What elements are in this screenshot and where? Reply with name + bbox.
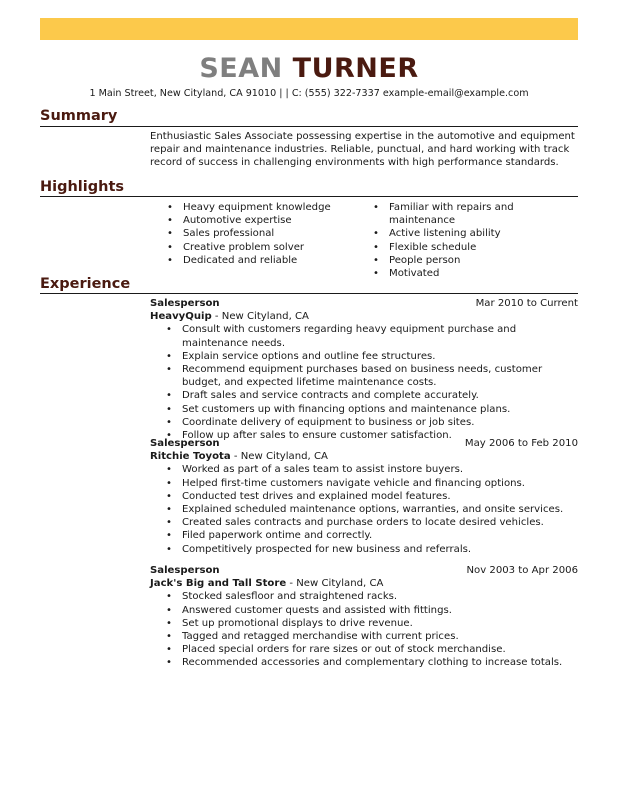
job-entry [150, 564, 578, 670]
highlight-item [373, 267, 578, 280]
duty-item-text: Placed special orders for rare sizes or out of stock merchandise. [182, 644, 506, 656]
bullet-icon: • [166, 324, 172, 336]
accent-bar [40, 18, 578, 40]
duty-item-text: Created sales contracts and purchase orders to locate desired vehicles. [182, 517, 544, 529]
duty-item-text: Draft sales and service contracts and complete accurately. [182, 390, 479, 402]
highlight-item [167, 214, 357, 227]
bullet-icon: • [166, 604, 172, 616]
candidate-name [0, 52, 618, 86]
duty-item-text: Explained scheduled maintenance options, warranties, and onsite services. [182, 504, 564, 516]
duty-item-text: Answered customer quests and assisted with fittings. [182, 604, 452, 616]
highlight-item [167, 201, 357, 214]
duty-item [166, 389, 578, 402]
bullet-icon: • [166, 543, 172, 555]
highlight-item-text: Motivated [389, 268, 440, 280]
duty-item-text: Follow up after sales to ensure customer satisfaction. [182, 430, 452, 442]
bullet-icon: • [166, 517, 172, 529]
duty-item-text: Recommend equipment purchases based on business needs, customer budget, and expected lifetime maintenance costs. [182, 364, 543, 389]
highlights-left-list [167, 201, 357, 267]
job-entry [150, 437, 578, 556]
job-location: - New Cityland, CA [230, 451, 328, 463]
bullet-icon: • [166, 657, 172, 669]
duty-item [166, 363, 578, 389]
duty-item [166, 403, 578, 416]
summary-divider [40, 126, 578, 127]
highlight-item [167, 254, 357, 267]
duty-item-text: Conducted test drives and explained model features. [182, 490, 451, 502]
experience-heading: Experience [40, 276, 131, 292]
bullet-icon: • [166, 530, 172, 542]
duty-list [150, 463, 578, 555]
duty-item [166, 477, 578, 490]
highlights-divider [40, 196, 578, 197]
duty-item [166, 590, 578, 603]
duty-list [150, 590, 578, 669]
bullet-icon: • [166, 390, 172, 402]
highlight-item [373, 201, 578, 227]
bullet-icon: • [166, 631, 172, 643]
highlight-item-text: Automotive expertise [183, 215, 292, 227]
bullet-icon: • [166, 617, 172, 629]
duty-item [166, 350, 578, 363]
duty-item [166, 516, 578, 529]
duty-item-text: Stocked salesfloor and straightened racks. [182, 591, 398, 603]
bullet-icon: • [166, 364, 172, 376]
duty-item-text: Tagged and retagged merchandise with current prices. [182, 631, 459, 643]
highlight-item-text: Sales professional [183, 228, 275, 240]
highlights-right-list [373, 201, 578, 280]
duty-item [166, 323, 578, 349]
job-location: - New Cityland, CA [211, 311, 309, 323]
bullet-icon: • [373, 228, 379, 240]
highlight-item-text: People person [389, 254, 461, 266]
highlight-item [373, 227, 578, 240]
duty-item-text: Competitively prospected for new business and referrals. [182, 543, 472, 555]
bullet-icon: • [373, 268, 379, 280]
company-name: Ritchie Toyota [150, 451, 231, 463]
duty-item [166, 490, 578, 503]
duty-item-text: Explain service options and outline fee structures. [182, 350, 436, 362]
bullet-icon: • [166, 430, 172, 442]
duty-item [166, 529, 578, 542]
job-title: Salesperson [150, 565, 220, 576]
bullet-icon: • [166, 416, 172, 428]
highlight-item-text: Familiar with repairs and maintenance [389, 202, 514, 227]
bullet-icon: • [166, 490, 172, 502]
bullet-icon: • [166, 504, 172, 516]
company-name: Jack's Big and Tall Store [150, 578, 287, 590]
bullet-icon: • [167, 241, 173, 253]
duty-item [166, 503, 578, 516]
highlight-item [167, 227, 357, 240]
bullet-icon: • [167, 202, 173, 213]
bullet-icon: • [373, 241, 379, 253]
bullet-icon: • [166, 591, 172, 603]
contact-line: 1 Main Street, New Cityland, CA 91010 | | C: (555) 322-7337 example-email@example.com [89, 88, 529, 99]
duty-item-text: Consult with customers regarding heavy equipment purchase and maintenance needs. [182, 324, 517, 349]
bullet-icon: • [166, 464, 172, 476]
duty-item [166, 643, 578, 656]
bullet-icon: • [166, 350, 172, 362]
highlight-item [167, 241, 357, 254]
highlight-item-text: Flexible schedule [389, 241, 477, 253]
highlights-heading: Highlights [40, 179, 125, 195]
duty-item [166, 463, 578, 476]
summary-heading: Summary [40, 108, 118, 124]
job-title: Salesperson [150, 298, 220, 309]
bullet-icon: • [167, 228, 173, 240]
bullet-icon: • [166, 644, 172, 656]
experience-divider [40, 293, 578, 294]
bullet-icon: • [166, 477, 172, 489]
highlight-item [373, 241, 578, 254]
highlight-item-text: Active listening ability [389, 228, 501, 240]
first-name: SEAN [199, 53, 283, 84]
bullet-icon: • [166, 403, 172, 415]
highlight-item-text: Creative problem solver [183, 241, 305, 253]
bullet-icon: • [167, 215, 173, 227]
job-dates: Mar 2010 to Current [475, 298, 578, 309]
duty-item [166, 416, 578, 429]
duty-item-text: Set up promotional displays to drive revenue. [182, 617, 413, 629]
duty-item [166, 543, 578, 556]
highlight-item [373, 254, 578, 267]
duty-item [166, 630, 578, 643]
duty-item [166, 604, 578, 617]
company-name: HeavyQuip [150, 311, 212, 323]
highlight-item-text: Dedicated and reliable [183, 254, 298, 266]
job-title: Salesperson [150, 438, 220, 449]
bullet-icon: • [373, 202, 379, 213]
job-entry [150, 297, 578, 442]
highlight-item-text: Heavy equipment knowledge [183, 202, 331, 213]
job-location: - New Cityland, CA [286, 578, 384, 590]
duty-item-text: Set customers up with financing options and maintenance plans. [182, 403, 511, 415]
job-dates: May 2006 to Feb 2010 [464, 438, 578, 449]
last-name: TURNER [292, 53, 419, 84]
duty-item-text: Filed paperwork ontime and correctly. [182, 530, 373, 542]
duty-item-text: Worked as part of a sales team to assist instore buyers. [182, 464, 464, 476]
job-dates: Nov 2003 to Apr 2006 [466, 565, 578, 576]
duty-list [150, 323, 578, 442]
bullet-icon: • [167, 254, 173, 266]
duty-item-text: Recommended accessories and complementary clothing to increase totals. [182, 657, 563, 669]
summary-text: Enthusiastic Sales Associate possessing expertise in the automotive and equipment repair and maintenance industries. Reliable, punctual, and hard working with track record of success in challenging environments with high performance standards. [150, 131, 575, 169]
duty-item [166, 617, 578, 630]
duty-item-text: Coordinate delivery of equipment to business or job sites. [182, 416, 475, 428]
duty-item [166, 656, 578, 669]
bullet-icon: • [373, 254, 379, 266]
duty-item-text: Helped first-time customers navigate vehicle and financing options. [182, 477, 525, 489]
